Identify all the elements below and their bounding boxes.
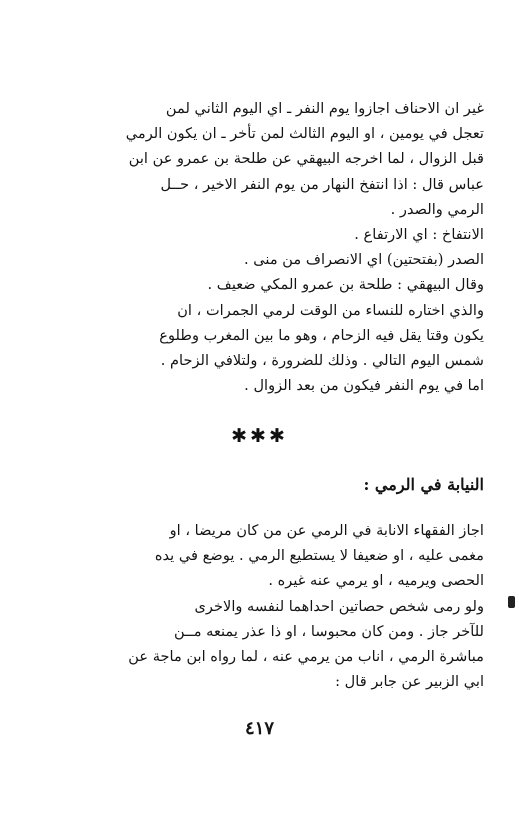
text-line: قبل الزوال ، لما اخرجه البيهقي عن طلحة بن عمرو عن ابن — [128, 150, 484, 168]
paragraph-block-ruling — [52, 96, 484, 398]
text-line: مغمى عليه ، او ضعيفا لا يستطيع الرمي . يوضع في يده — [154, 547, 484, 565]
text-line: اما في يوم النفر فيكون من بعد الزوال . — [244, 377, 484, 395]
text-line: الصدر (بفتحتين) اي الانصراف من منى . — [243, 251, 484, 269]
text-line: ولو رمى شخص حصاتين احداهما لنفسه والاخرى — [194, 597, 484, 615]
section-heading: النيابة في الرمي : — [363, 475, 484, 494]
text-line: للآخر جاز . ومن كان محبوسا ، او ذا عذر يمنعه مــن — [174, 622, 484, 640]
text-line: الرمي والصدر . — [390, 200, 484, 218]
text-line: يكون وقتا يقل فيه الزحام ، وهو ما بين المغرب وطلوع — [159, 326, 484, 344]
text-line: الانتفاخ : اي الارتفاع . — [354, 225, 484, 243]
text-line: ابي الزبير عن جابر قال : — [335, 673, 484, 691]
page-number: ٤١٧ — [244, 718, 274, 739]
scan-edge-mark — [508, 596, 515, 608]
text-line: وقال البيهقي : طلحة بن عمرو المكي ضعيف . — [207, 276, 484, 294]
section-separator-stars: ✱✱✱ — [231, 425, 288, 447]
text-line: والذي اختاره للنساء من الوقت لرمي الجمرات ، ان — [177, 301, 484, 319]
text-line: غير ان الاحناف اجازوا يوم النفر ـ اي اليوم الثاني لمن — [165, 100, 484, 117]
text-line: الحصى ويرميه ، او يرمي عنه غيره . — [268, 572, 484, 590]
text-line: اجاز الفقهاء الانابة في الرمي عن من كان مريضا ، او — [169, 522, 484, 539]
text-line: مباشرة الرمي ، اناب من يرمي عنه ، لما رواه ابن ماجة عن — [128, 647, 484, 665]
paragraph-block-delegation — [52, 518, 484, 694]
text-line: تعجل في يومين ، او اليوم الثالث لمن تأخر ـ ان يكون الرمي — [125, 125, 484, 143]
text-line: عباس قال : اذا انتفخ النهار من يوم النفر الاخير ، حــل — [160, 175, 484, 193]
text-line: شمس اليوم التالي . وذلك للضرورة ، ولتلافي الزحام . — [160, 351, 484, 369]
